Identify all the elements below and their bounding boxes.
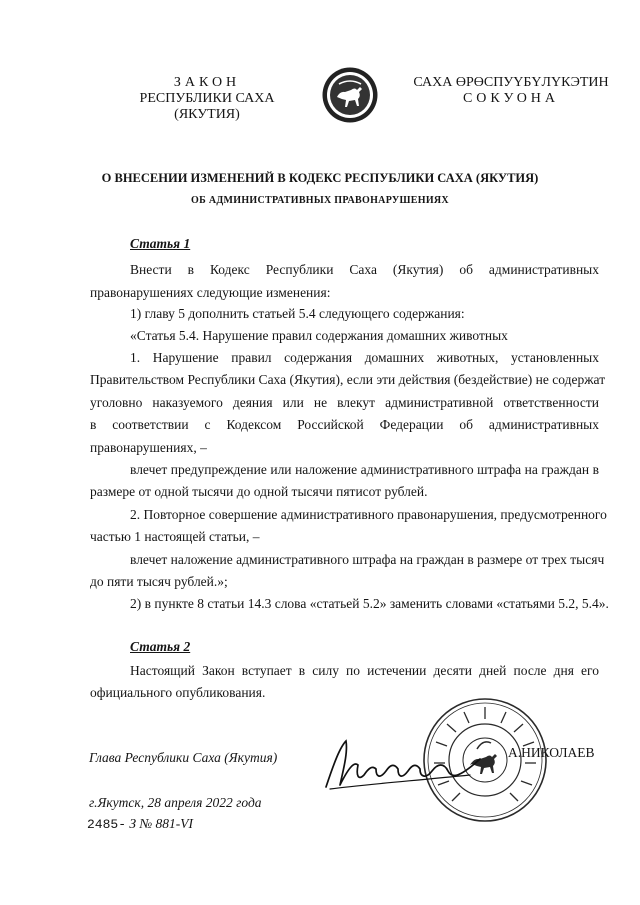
article-1-line: в соответствии с Кодексом Российской Федерации об административных xyxy=(90,417,599,432)
header-left xyxy=(112,75,302,123)
article-1-line: правонарушениях следующие изменения: xyxy=(90,285,331,300)
place-date: г.Якутск, 28 апреля 2022 года xyxy=(89,795,262,810)
header-right-line2: СОКУОНА xyxy=(462,91,560,106)
article-1-line: до пяти тысяч рублей.»; xyxy=(90,574,228,589)
article-1-line: «Статья 5.4. Нарушение правил содержания домашних животных xyxy=(130,328,508,343)
header-right xyxy=(406,75,616,107)
article-1-line: влечет наложение административного штрафа на граждан в размере от трех тысяч xyxy=(130,552,605,567)
registration-prefix: 2485- xyxy=(87,817,127,832)
document-title: О ВНЕСЕНИИ ИЗМЕНЕНИЙ В КОДЕКС РЕСПУБЛИКИ САХА (ЯКУТИЯ) xyxy=(101,171,539,185)
article-2-line: официального опубликования. xyxy=(90,685,266,700)
article-1-line: размере от одной тысячи до одной тысячи пятисот рублей. xyxy=(90,484,428,499)
header-left-line2: РЕСПУБЛИКИ САХА (ЯКУТИЯ) xyxy=(139,91,275,122)
article-1-line: 1) главу 5 дополнить статьей 5.4 следующего содержания: xyxy=(130,306,465,321)
law-number-value: З № 881-VI xyxy=(129,816,194,831)
handwritten-signature xyxy=(320,735,490,795)
signatory-name: А.НИКОЛАЕВ xyxy=(508,745,595,760)
article-1-line: влечет предупреждение или наложение административного штрафа на граждан в xyxy=(130,462,599,477)
article-1-line: 1. Нарушение правил содержания домашних животных, установленных xyxy=(130,350,599,365)
header-right-line1: САХА ӨРӨСПУҮБҮЛҮКЭТИН xyxy=(413,75,609,90)
article-1-line: Правительством Республики Саха (Якутия), если эти действия (бездействие) не содержат xyxy=(90,372,606,387)
article-1-line: Внести в Кодекс Республики Саха (Якутия) об административных xyxy=(130,262,599,277)
article-1-line: частью 1 настоящей статьи, – xyxy=(90,529,260,544)
article-1-line: 2) в пункте 8 статьи 14.3 слова «статьей 5.2» заменить словами «статьями 5.2, 5.4». xyxy=(130,596,609,611)
header-left-line1: ЗАКОН xyxy=(173,75,241,90)
article-1-line: правонарушениях, – xyxy=(90,440,207,455)
document-subtitle: ОБ АДМИНИСТРАТИВНЫХ ПРАВОНАРУШЕНИЯХ xyxy=(191,195,449,206)
article-2-line: Настоящий Закон вступает в силу по истечении десяти дней после дня его xyxy=(130,663,599,678)
article-1-line: уголовно наказуемого деяния или не влекут административной ответственности xyxy=(90,395,599,410)
coat-of-arms-emblem xyxy=(321,66,379,124)
article-2-heading: Статья 2 xyxy=(130,639,191,654)
signatory-position: Глава Республики Саха (Якутия) xyxy=(89,750,278,765)
law-number xyxy=(87,816,193,832)
article-1-heading: Статья 1 xyxy=(130,236,191,251)
article-1-line: 2. Повторное совершение административного правонарушения, предусмотренного xyxy=(130,507,607,522)
